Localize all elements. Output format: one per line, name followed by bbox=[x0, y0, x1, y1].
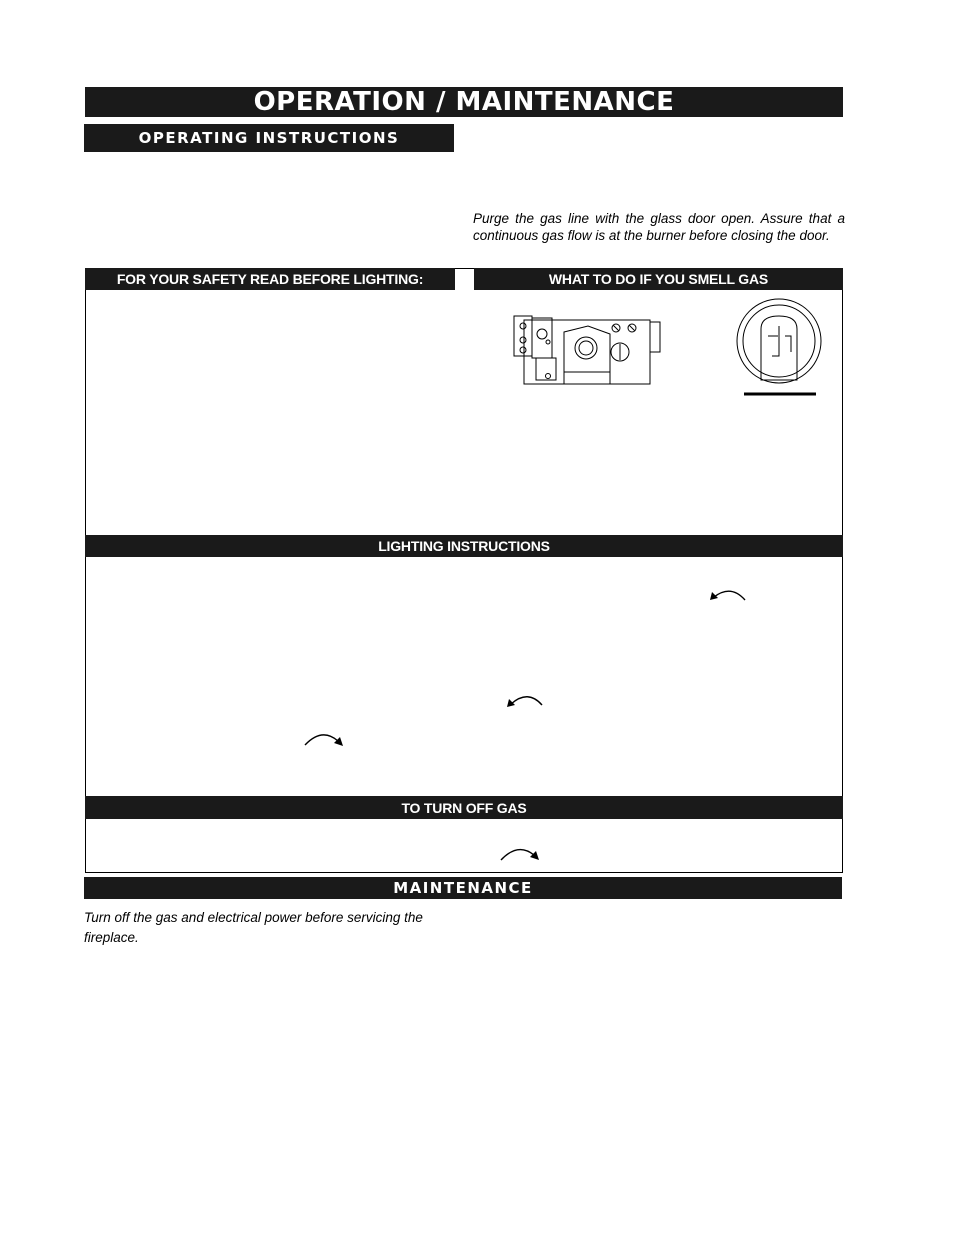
control-knob-diagram-icon bbox=[734, 296, 828, 398]
clockwise-arrow-icon bbox=[498, 843, 542, 865]
operating-instructions-heading: OPERATING INSTRUCTIONS bbox=[84, 124, 454, 152]
lighting-instructions-heading: LIGHTING INSTRUCTIONS bbox=[85, 535, 843, 557]
maintenance-note: Turn off the gas and electrical power before servicing the fireplace. bbox=[84, 910, 423, 945]
safety-heading: FOR YOUR SAFETY READ BEFORE LIGHTING: bbox=[85, 268, 455, 290]
clockwise-arrow-icon bbox=[302, 729, 346, 751]
counterclockwise-arrow-icon bbox=[503, 691, 545, 711]
maintenance-heading: MAINTENANCE bbox=[84, 877, 842, 899]
smell-gas-heading: WHAT TO DO IF YOU SMELL GAS bbox=[474, 268, 843, 290]
counterclockwise-arrow-icon bbox=[706, 584, 748, 604]
turn-off-gas-heading: TO TURN OFF GAS bbox=[85, 796, 843, 819]
page-title: OPERATION / MAINTENANCE bbox=[85, 87, 843, 117]
instructions-frame bbox=[85, 268, 843, 873]
gas-valve-diagram-icon bbox=[512, 312, 664, 388]
purge-note: Purge the gas line with the glass door open. Assure that a continuous gas flow is at the burner before closing the door. bbox=[473, 211, 845, 243]
